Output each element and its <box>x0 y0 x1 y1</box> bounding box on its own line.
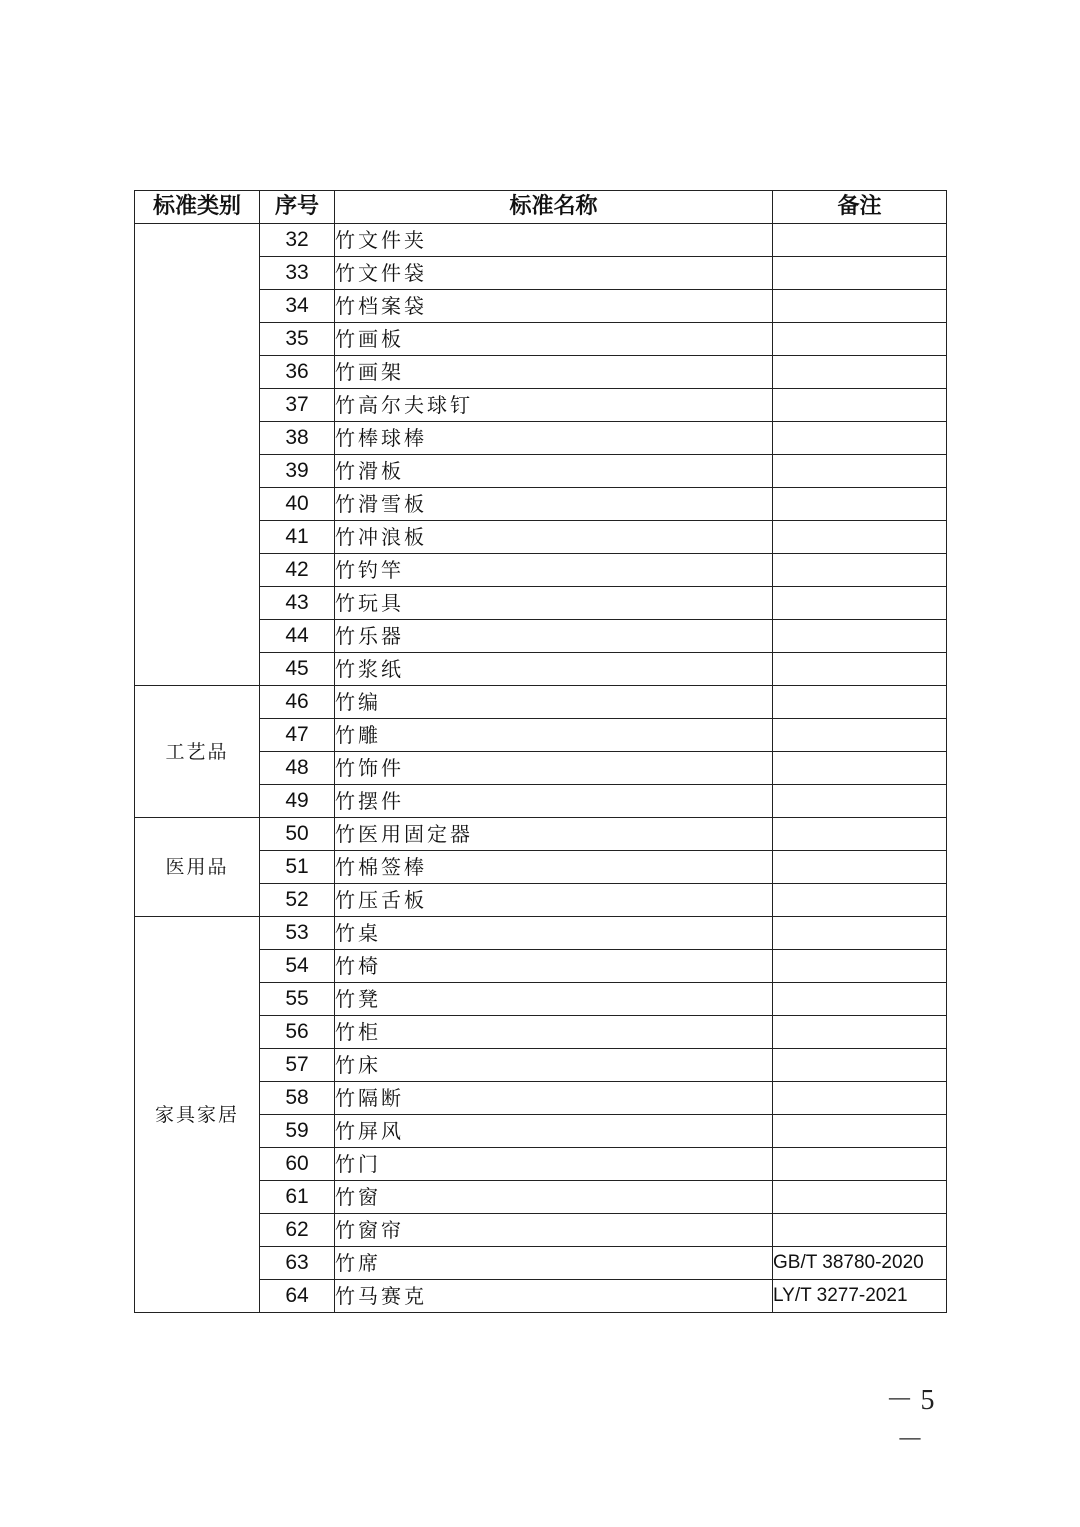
note-cell <box>773 818 947 851</box>
note-cell <box>773 224 947 257</box>
category-cell <box>135 224 260 686</box>
standard-name-cell: 竹乐器 <box>335 620 773 653</box>
number-cell: 38 <box>260 422 335 455</box>
page-number: － 5 － <box>885 1385 935 1456</box>
note-cell <box>773 323 947 356</box>
number-cell: 60 <box>260 1148 335 1181</box>
note-cell: GB/T 38780-2020 <box>773 1247 947 1280</box>
number-cell: 34 <box>260 290 335 323</box>
category-cell: 工艺品 <box>135 686 260 818</box>
note-cell <box>773 620 947 653</box>
standard-name-cell: 竹压舌板 <box>335 884 773 917</box>
standard-name-cell: 竹窗帘 <box>335 1214 773 1247</box>
standard-name-cell: 竹饰件 <box>335 752 773 785</box>
number-cell: 48 <box>260 752 335 785</box>
number-cell: 55 <box>260 983 335 1016</box>
note-cell <box>773 389 947 422</box>
number-cell: 51 <box>260 851 335 884</box>
standard-name-cell: 竹文件夹 <box>335 224 773 257</box>
table-row <box>135 917 947 950</box>
note-cell <box>773 1148 947 1181</box>
number-cell: 54 <box>260 950 335 983</box>
header-category: 标准类别 <box>135 191 260 224</box>
standard-name-cell: 竹椅 <box>335 950 773 983</box>
number-cell: 63 <box>260 1247 335 1280</box>
number-cell: 43 <box>260 587 335 620</box>
standard-name-cell: 竹画架 <box>335 356 773 389</box>
number-cell: 35 <box>260 323 335 356</box>
note-cell <box>773 1214 947 1247</box>
table-body <box>135 224 947 1313</box>
standard-name-cell: 竹浆纸 <box>335 653 773 686</box>
standard-name-cell: 竹床 <box>335 1049 773 1082</box>
table-header-row <box>135 191 947 224</box>
standard-name-cell: 竹编 <box>335 686 773 719</box>
number-cell: 46 <box>260 686 335 719</box>
note-cell <box>773 851 947 884</box>
number-cell: 42 <box>260 554 335 587</box>
number-cell: 47 <box>260 719 335 752</box>
category-cell: 家具家居 <box>135 917 260 1313</box>
number-cell: 52 <box>260 884 335 917</box>
standard-name-cell: 竹滑板 <box>335 455 773 488</box>
note-cell <box>773 422 947 455</box>
standard-name-cell: 竹门 <box>335 1148 773 1181</box>
standard-name-cell: 竹柜 <box>335 1016 773 1049</box>
table-row <box>135 224 947 257</box>
standard-name-cell: 竹钓竿 <box>335 554 773 587</box>
number-cell: 37 <box>260 389 335 422</box>
standard-name-cell: 竹隔断 <box>335 1082 773 1115</box>
standard-name-cell: 竹摆件 <box>335 785 773 818</box>
number-cell: 57 <box>260 1049 335 1082</box>
note-cell <box>773 290 947 323</box>
standard-name-cell: 竹玩具 <box>335 587 773 620</box>
note-cell <box>773 356 947 389</box>
note-cell <box>773 587 947 620</box>
note-cell <box>773 653 947 686</box>
standard-name-cell: 竹冲浪板 <box>335 521 773 554</box>
number-cell: 32 <box>260 224 335 257</box>
standard-name-cell: 竹滑雪板 <box>335 488 773 521</box>
note-cell <box>773 917 947 950</box>
standard-name-cell: 竹屏风 <box>335 1115 773 1148</box>
header-name: 标准名称 <box>335 191 773 224</box>
number-cell: 64 <box>260 1280 335 1313</box>
note-cell <box>773 1016 947 1049</box>
note-cell <box>773 1049 947 1082</box>
standard-name-cell: 竹窗 <box>335 1181 773 1214</box>
number-cell: 49 <box>260 785 335 818</box>
number-cell: 36 <box>260 356 335 389</box>
number-cell: 44 <box>260 620 335 653</box>
note-cell <box>773 554 947 587</box>
note-cell <box>773 521 947 554</box>
table-row <box>135 686 947 719</box>
note-cell <box>773 719 947 752</box>
category-cell: 医用品 <box>135 818 260 917</box>
number-cell: 39 <box>260 455 335 488</box>
standard-name-cell: 竹马赛克 <box>335 1280 773 1313</box>
note-cell <box>773 752 947 785</box>
number-cell: 59 <box>260 1115 335 1148</box>
number-cell: 41 <box>260 521 335 554</box>
standard-name-cell: 竹医用固定器 <box>335 818 773 851</box>
number-cell: 33 <box>260 257 335 290</box>
number-cell: 62 <box>260 1214 335 1247</box>
standard-name-cell: 竹画板 <box>335 323 773 356</box>
note-cell <box>773 884 947 917</box>
standard-name-cell: 竹棉签棒 <box>335 851 773 884</box>
number-cell: 40 <box>260 488 335 521</box>
standard-name-cell: 竹席 <box>335 1247 773 1280</box>
standard-name-cell: 竹桌 <box>335 917 773 950</box>
standard-name-cell: 竹文件袋 <box>335 257 773 290</box>
note-cell <box>773 1181 947 1214</box>
note-cell: LY/T 3277-2021 <box>773 1280 947 1313</box>
number-cell: 53 <box>260 917 335 950</box>
standards-table <box>134 190 947 1313</box>
header-note: 备注 <box>773 191 947 224</box>
table-row <box>135 818 947 851</box>
note-cell <box>773 950 947 983</box>
header-number: 序号 <box>260 191 335 224</box>
number-cell: 58 <box>260 1082 335 1115</box>
note-cell <box>773 686 947 719</box>
note-cell <box>773 257 947 290</box>
note-cell <box>773 488 947 521</box>
number-cell: 45 <box>260 653 335 686</box>
note-cell <box>773 455 947 488</box>
number-cell: 50 <box>260 818 335 851</box>
standard-name-cell: 竹高尔夫球钉 <box>335 389 773 422</box>
standard-name-cell: 竹凳 <box>335 983 773 1016</box>
standard-name-cell: 竹雕 <box>335 719 773 752</box>
number-cell: 61 <box>260 1181 335 1214</box>
standard-name-cell: 竹档案袋 <box>335 290 773 323</box>
note-cell <box>773 1082 947 1115</box>
note-cell <box>773 1115 947 1148</box>
standard-name-cell: 竹棒球棒 <box>335 422 773 455</box>
note-cell <box>773 983 947 1016</box>
number-cell: 56 <box>260 1016 335 1049</box>
note-cell <box>773 785 947 818</box>
